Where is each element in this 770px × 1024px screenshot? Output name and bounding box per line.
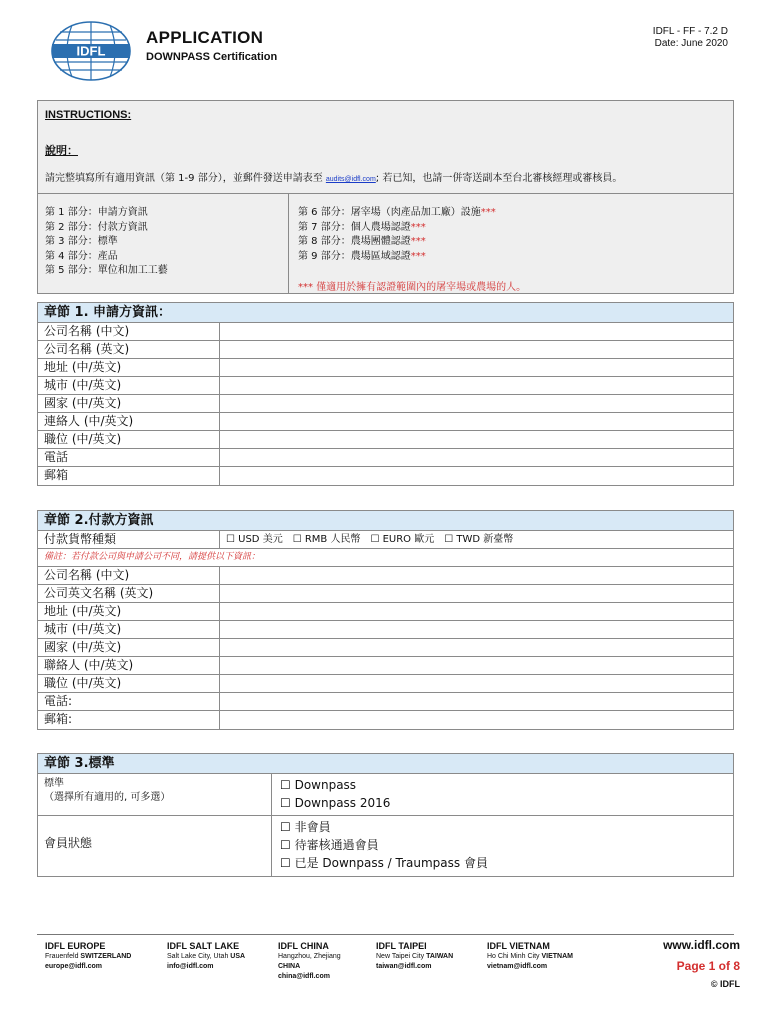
field-label: 聯絡人 (中/英文) <box>38 657 220 674</box>
page-number: Page 1 of 8 <box>676 959 740 973</box>
copyright: © IDFL <box>710 979 740 989</box>
part-item: 第 2 部分：付款方資訊 <box>45 221 148 233</box>
svg-text:IDFL: IDFL <box>76 43 106 59</box>
field-label: 國家 (中/英文) <box>38 639 220 656</box>
doc-number: IDFL - FF - 7.2 D <box>652 26 728 37</box>
part-item: 第 5 部分：單位和加工工藝 <box>45 265 168 276</box>
form-row <box>38 395 733 413</box>
field-label: 付款貨幣種類 <box>38 531 220 548</box>
form-row <box>38 413 733 431</box>
form-row <box>38 693 733 711</box>
currency-checkboxes[interactable]: ☐ USD 美元 ☐ RMB 人民幣 ☐ EURO 歐元 ☐ TWD 新臺幣 <box>226 534 514 545</box>
office-salt-lake: IDFL SALT LAKE Salt Lake City, Utah USA info@idfl.com <box>167 941 246 970</box>
office-vietnam: IDFL VIETNAM Ho Chi Minh City VIETNAM vietnam@idfl.com <box>487 941 573 970</box>
field-input[interactable] <box>220 621 733 638</box>
field-input[interactable] <box>220 431 733 448</box>
payer-note: 備註：若付款公司與申請公司不同，請提供以下資訊： <box>38 549 733 567</box>
checkbox-downpass[interactable]: ☐ Downpass <box>280 778 357 792</box>
idfl-logo <box>50 20 132 82</box>
field-input[interactable] <box>220 413 733 430</box>
field-input[interactable] <box>220 603 733 620</box>
website-link[interactable]: www.idfl.com <box>663 938 740 952</box>
form-row <box>38 449 733 467</box>
standard-options <box>272 774 390 815</box>
instructions-text <box>45 169 622 184</box>
form-row <box>38 323 733 341</box>
field-label: 公司英文名稱 (英文) <box>38 585 220 602</box>
instructions-title: INSTRUCTIONS: <box>45 109 132 121</box>
part-item: 第 4 部分：產品 <box>45 250 118 262</box>
standard-title: 標準 <box>44 778 64 789</box>
field-input[interactable] <box>220 395 733 412</box>
section-payer-info <box>37 510 734 730</box>
standard-hint: （選擇所有適用的, 可多選） <box>44 792 171 803</box>
field-input[interactable] <box>220 657 733 674</box>
field-label: 地址 (中/英文) <box>38 359 220 376</box>
field-label: 地址 (中/英文) <box>38 603 220 620</box>
parts-divider <box>288 194 289 294</box>
field-input[interactable] <box>220 341 733 358</box>
section-heading: 章節 3.標準 <box>38 754 733 774</box>
field-label: 電話: <box>38 693 220 710</box>
section-standard <box>37 753 734 877</box>
field-label: 城市 (中/英文) <box>38 621 220 638</box>
checkbox-pending-member[interactable]: ☐ 待審核通過會員 <box>280 838 379 852</box>
instructions-text-before: 請完整填寫所有適用資訊（第 1-9 部分），並郵件發送申請表至 <box>45 173 326 184</box>
form-row <box>38 467 733 485</box>
instructions-subtitle: 說明： <box>45 144 78 157</box>
doc-date: Date: June 2020 <box>654 38 728 49</box>
form-row <box>38 359 733 377</box>
form-row <box>38 675 733 693</box>
form-row <box>38 341 733 359</box>
section-heading: 章節 2.付款方資訊 <box>38 511 733 531</box>
form-row <box>38 657 733 675</box>
form-row <box>38 377 733 395</box>
field-label: 郵箱 <box>38 467 220 485</box>
field-input[interactable] <box>220 467 733 485</box>
member-options <box>272 816 488 876</box>
part-item: 第 9 部分：農場區域認證*** <box>298 250 426 262</box>
member-row <box>38 816 733 876</box>
part-item: 第 1 部分：申請方資訊 <box>45 207 148 218</box>
part-item: 第 8 部分：農場團體認證*** <box>298 236 426 247</box>
field-label: 公司名稱 (中文) <box>38 323 220 340</box>
form-row <box>38 431 733 449</box>
instructions-parts <box>38 193 733 293</box>
checkbox-downpass-2016[interactable]: ☐ Downpass 2016 <box>280 796 391 810</box>
part-item: 第 6 部分：屠宰場（肉產品加工廠）設施*** <box>298 207 496 218</box>
section-applicant-info <box>37 302 734 486</box>
field-label: 電話 <box>38 449 220 466</box>
field-input[interactable] <box>220 693 733 710</box>
parts-right-list <box>298 206 496 264</box>
field-label: 連絡人 (中/英文) <box>38 413 220 430</box>
checkbox-non-member[interactable]: ☐ 非會員 <box>280 820 331 834</box>
field-input[interactable] <box>220 585 733 602</box>
office-china: IDFL CHINA Hangzhou, Zhejiang CHINA china@idfl.com <box>278 941 341 980</box>
page-subtitle: DOWNPASS Certification <box>146 51 278 63</box>
field-input[interactable] <box>220 449 733 466</box>
member-status-label: 會員狀態 <box>38 816 272 876</box>
parts-note: *** 僅適用於擁有認證範圍內的屠宰場或農場的人。 <box>298 282 527 293</box>
field-input[interactable] <box>220 377 733 394</box>
form-row <box>38 639 733 657</box>
document-id <box>653 26 728 50</box>
field-label: 城市 (中/英文) <box>38 377 220 394</box>
standard-row <box>38 774 733 816</box>
instructions-panel <box>37 100 734 294</box>
parts-left-list <box>45 206 168 279</box>
form-row <box>38 621 733 639</box>
field-label: 郵箱: <box>38 711 220 729</box>
form-row <box>38 711 733 729</box>
instructions-text-after: ; 若已知，也請一併寄送副本至台北審核經理或審核員。 <box>375 173 623 184</box>
office-europe: IDFL EUROPE Frauenfeld SWITZERLAND europe@idfl.com <box>45 941 132 970</box>
field-label: 公司名稱 (英文) <box>38 341 220 358</box>
footer-divider <box>37 934 734 935</box>
part-item: 第 7 部分：個人農場認證*** <box>298 221 426 233</box>
field-input[interactable] <box>220 711 733 729</box>
field-input[interactable] <box>220 675 733 692</box>
page-title: APPLICATION <box>146 28 264 47</box>
form-row <box>38 567 733 585</box>
field-input[interactable] <box>220 639 733 656</box>
part-item: 第 3 部分：標準 <box>45 236 118 247</box>
field-label: 公司名稱 (中文) <box>38 567 220 584</box>
form-row <box>38 531 733 549</box>
field-label: 職位 (中/英文) <box>38 675 220 692</box>
standard-label <box>38 774 272 815</box>
form-row <box>38 585 733 603</box>
office-taipei: IDFL TAIPEI New Taipei City TAIWAN taiwan@idfl.com <box>376 941 454 970</box>
field-input[interactable] <box>220 323 733 340</box>
section-heading: 章節 1. 申請方資訊： <box>38 303 733 323</box>
field-input[interactable] <box>220 359 733 376</box>
audits-email-link[interactable]: audits@idfl.com <box>325 176 376 183</box>
field-label: 國家 (中/英文) <box>38 395 220 412</box>
field-label: 職位 (中/英文) <box>38 431 220 448</box>
form-row <box>38 603 733 621</box>
checkbox-existing-member[interactable]: ☐ 已是 Downpass / Traumpass 會員 <box>280 856 488 870</box>
field-input[interactable] <box>220 567 733 584</box>
